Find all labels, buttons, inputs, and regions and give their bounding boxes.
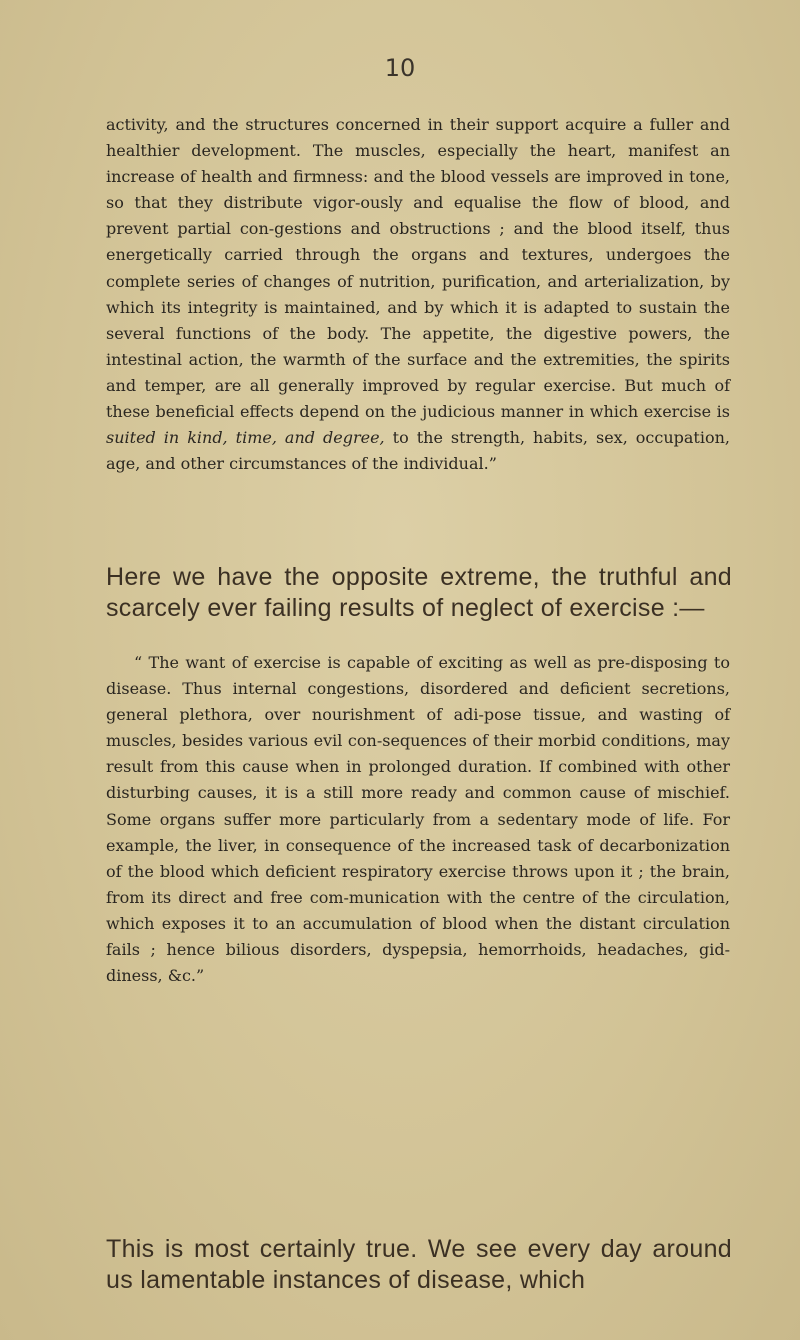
large-type-commentary-closing: This is most certainly true. We see every day around us lamentable instances of disease, which — [106, 1235, 732, 1294]
page-number: 10 — [384, 54, 416, 82]
paragraph-exercise-benefits — [106, 112, 730, 477]
large-type-commentary: Here we have the opposite extreme, the truthful and scarcely ever failing results of neglect of exercise :— — [106, 563, 732, 622]
emphasized-text: suited in kind, time, and degree, — [106, 428, 385, 448]
paragraph-text: to the strength, habits, sex, occupation, age, and other circumstances of the individual.” — [106, 428, 730, 474]
quoted-paragraph: “ The want of exercise is capable of exciting as well as pre-disposing to disease. Thus internal congestions, disordered and deficient secretions, general plethora, over nourishment of adi-pose tissue, and wasting of muscles, besides various evil con-sequences of their morbid conditions, may result from this cause when in prolonged duration. If combined with other disturbing causes, it is a still more ready and common cause of mischief. Some organs suffer more particularly from a sedentary mode of life. For example, the liver, in consequence of the increased task of decarbonization of the blood which deficient respiratory exercise throws upon it ; the brain, from its direct and free com-munication with the centre of the circulation, which exposes it to an accumulation of blood when the distant circulation fails ; hence bilious disorders, dyspepsia, hemorrhoids, headaches, gid-diness, &c.” — [106, 653, 730, 986]
paragraph-text: activity, and the structures concerned in their support acquire a fuller and healthier development. The muscles, especially the heart, manifest an increase of health and firmness: and the blood vessels are improved in tone, so that they distribute vigor-ously and equalise the flow of blood, and prevent partial con-gestions and obstructions ; and the blood itself, thus energetically carried through the organs and textures, undergoes the complete series of changes of nutrition, purification, and arterialization, by which its integrity is maintained, and by which it is adapted to sustain the several functions of the body. The appetite, the digestive powers, the intestinal action, the warmth of the surface and the extremities, the spirits and temper, are all generally improved by regular exercise. But much of these beneficial effects depend on the judicious manner in which exercise is — [106, 115, 730, 422]
